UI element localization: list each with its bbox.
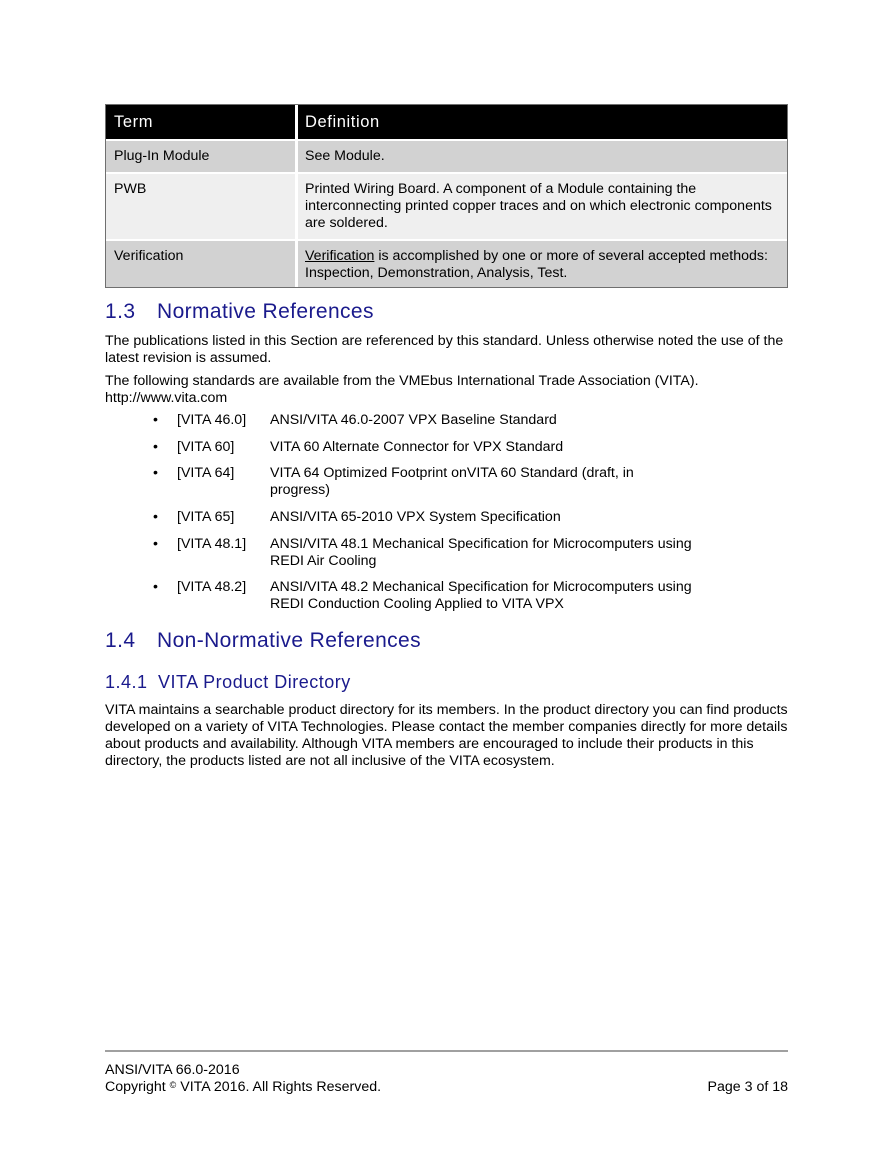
reference-code: [VITA 46.0] bbox=[177, 412, 247, 428]
definition-cell bbox=[295, 241, 787, 287]
reference-description: ANSI/VITA 65-2010 VPX System Specification bbox=[270, 509, 561, 525]
subsection-heading-1-4-1 bbox=[105, 672, 351, 693]
reference-code: [VITA 65] bbox=[177, 509, 235, 525]
section-title: Non-Normative References bbox=[157, 629, 422, 652]
header-definition: Definition bbox=[295, 105, 787, 139]
footer-divider bbox=[105, 1050, 788, 1052]
reference-code: [VITA 60] bbox=[177, 439, 235, 455]
bullet-icon: • bbox=[153, 465, 158, 481]
paragraph: The following standards are available from the VMEbus International Trade Association (VITA). http://www.vita.com bbox=[105, 373, 699, 406]
page-number: Page 3 of 18 bbox=[707, 1079, 788, 1095]
reference-code: [VITA 64] bbox=[177, 465, 235, 481]
term-cell: PWB bbox=[114, 181, 147, 197]
definition-cell: See Module. bbox=[295, 141, 787, 172]
bullet-icon: • bbox=[153, 439, 158, 455]
reference-description: ANSI/VITA 48.1 Mechanical Specification for Microcomputers using REDI Air Cooling bbox=[270, 536, 692, 569]
section-heading-1-3 bbox=[105, 300, 374, 324]
reference-description: ANSI/VITA 48.2 Mechanical Specification for Microcomputers using REDI Conduction Cooling Applied to VITA VPX bbox=[270, 579, 692, 612]
section-title: VITA Product Directory bbox=[158, 672, 351, 692]
bullet-icon: • bbox=[153, 412, 158, 428]
bullet-icon: • bbox=[153, 536, 158, 552]
reference-description: VITA 64 Optimized Footprint onVITA 60 Standard (draft, in progress) bbox=[270, 465, 634, 498]
definitions-table bbox=[105, 104, 788, 288]
reference-code: [VITA 48.2] bbox=[177, 579, 247, 595]
term-cell: Plug-In Module bbox=[114, 148, 210, 164]
term-cell: Verification bbox=[114, 248, 184, 264]
footer-doc-id: ANSI/VITA 66.0-2016 bbox=[105, 1062, 240, 1078]
section-number: 1.3 bbox=[105, 300, 136, 323]
table-header-row bbox=[106, 105, 787, 139]
bullet-icon: • bbox=[153, 509, 158, 525]
section-heading-1-4 bbox=[105, 629, 421, 653]
copyright-text: VITA 2016. All Rights Reserved. bbox=[176, 1079, 382, 1095]
bullet-icon: • bbox=[153, 579, 158, 595]
reference-description: VITA 60 Alternate Connector for VPX Standard bbox=[270, 439, 564, 455]
reference-description: ANSI/VITA 46.0-2007 VPX Baseline Standard bbox=[270, 412, 557, 428]
copyright-prefix: Copyright bbox=[105, 1079, 170, 1095]
section-number: 1.4.1 bbox=[105, 672, 148, 692]
reference-code: [VITA 48.1] bbox=[177, 536, 247, 552]
section-number: 1.4 bbox=[105, 629, 136, 652]
paragraph: VITA maintains a searchable product directory for its members. In the product directory you can find products developed on a variety of VITA Technologies. Please contact the member companies directly for more details about products and availability. Although VITA members are encouraged to include their products in this directory, the products listed are not all inclusive of the VITA ecosystem. bbox=[105, 702, 788, 769]
header-term: Term bbox=[114, 113, 154, 131]
copyright-symbol: © bbox=[169, 1080, 177, 1090]
table-row bbox=[106, 239, 787, 287]
definition-cell: Printed Wiring Board. A component of a Module containing the interconnecting printed copper traces and on which electronic components are soldered. bbox=[295, 174, 787, 239]
section-title: Normative References bbox=[157, 300, 374, 323]
table-row bbox=[106, 139, 787, 172]
definition-text: is accomplished by one or more of several accepted methods: Inspection, Demonstration, Analysis, Test. bbox=[305, 248, 768, 281]
footer-copyright bbox=[105, 1079, 788, 1096]
table-row bbox=[106, 172, 787, 239]
definition-underlined-term: Verification bbox=[305, 248, 375, 264]
paragraph: The publications listed in this Section are referenced by this standard. Unless otherwise noted the use of the latest revision is assumed. bbox=[105, 333, 784, 366]
